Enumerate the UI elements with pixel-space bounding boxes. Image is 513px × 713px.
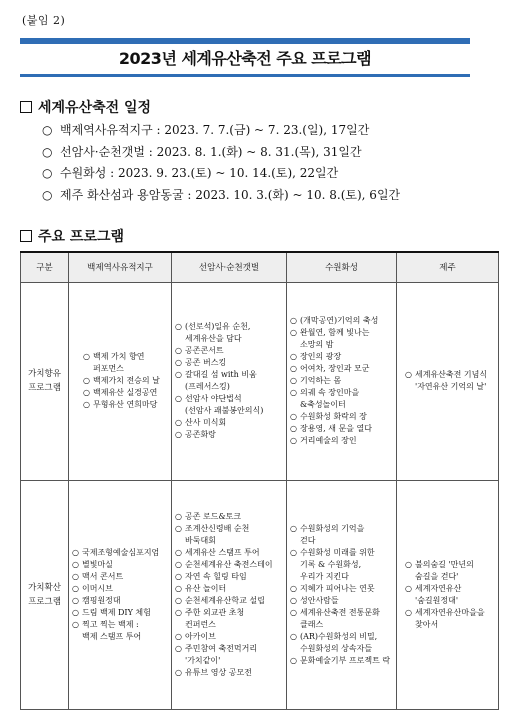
list-item [175,571,283,583]
program-text-line: 주민참여 축전먹거리 [185,643,258,653]
program-text-line: 백제 스탬프 투어 [82,631,142,641]
program-text-line: 조계산신령배 순천 [185,523,250,533]
circle-bullet-icon: ○ [175,631,182,641]
program-name [82,559,168,571]
list-item [175,595,283,607]
category-cell [21,480,69,709]
list-item [405,607,495,631]
list-item [175,321,283,345]
program-text-line: 찾아서 [415,619,439,629]
program-name [185,595,283,607]
program-name [300,363,393,375]
program-name [185,345,283,357]
circle-bullet-icon: ○ [175,571,182,581]
section-heading-schedule [20,97,151,117]
circle-bullet-icon: ○ [175,511,182,521]
program-text-line: 공존콘서트 [185,346,224,355]
list-item [72,607,168,619]
program-text-line: 백제가치 전승의 날 [93,376,160,385]
program-text-line: 선암사 야단법석 [185,394,242,403]
program-name [82,571,168,583]
program-list [175,321,283,441]
circle-bullet-icon: ○ [83,376,90,385]
list-item [72,595,168,607]
schedule-item [42,163,400,185]
list-item [290,375,393,387]
program-name [82,619,168,643]
program-text-line: 의궤 속 장인마을 [300,388,360,397]
program-name [300,411,393,423]
list-item [175,511,283,523]
program-text-line: 주한 외교관 초청 [185,607,245,617]
list-item [72,583,168,595]
circle-bullet-icon: ○ [290,631,297,641]
circle-bullet-icon: ○ [175,607,182,617]
circle-bullet-icon: ○ [290,583,297,593]
circle-bullet-icon: ○ [175,322,182,331]
list-item [290,423,393,435]
schedule-item [42,120,400,142]
program-list [72,547,168,643]
circle-bullet-icon: ○ [175,547,182,557]
program-text-line: &축성놀이터 [300,400,346,409]
program-text-line: 무형유산 연희마당 [93,400,158,409]
circle-bullet-icon: ○ [175,523,182,533]
program-text-line: 수원화성의 기억을 [300,523,365,533]
program-name [82,547,168,559]
circle-bullet-icon: ○ [72,571,79,581]
program-text-line: 거리예술의 장인 [300,436,357,445]
program-text-line: 유산 놀이터 [185,583,227,593]
schedule-text: 백제역사유적지구 : 2023. 7. 7.(금) ~ 7. 23.(일), 17일간 [60,123,370,137]
checkbox-square-icon [20,230,32,242]
program-text-line: '숨길원정대' [415,595,459,605]
schedule-text: 제주 화산섬과 용암동굴 : 2023. 10. 3.(화) ~ 10. 8.(토), 6일간 [60,187,401,202]
program-name [300,315,393,327]
list-item [290,435,393,447]
program-name [300,631,393,655]
circle-bullet-icon: ○ [290,364,297,373]
program-text-line: 공존 버스킹 [185,358,227,367]
program-text-line: 이머시브 [82,583,113,593]
program-text-line: 클래스 [300,619,324,629]
circle-bullet-icon: ○ [290,424,297,433]
program-name [185,369,283,393]
category-text: 가치확산 [28,582,61,593]
column-header: 구분 [21,252,69,282]
list-item [290,583,393,595]
list-item [290,387,393,411]
program-name [185,321,283,345]
table-row [21,282,499,480]
program-text-line: 성안사람들 [300,595,339,605]
program-text-line: 별빛마실 [82,559,113,569]
program-text-line: 불의숨길 '만년의 [415,559,474,569]
program-name [300,655,393,667]
circle-bullet-icon: ○ [175,643,182,653]
list-item [405,559,495,583]
section-heading-text: 세계유산축전 일정 [38,100,152,116]
program-text-line: 유튜브 영상 공모전 [185,667,252,677]
program-text-line: 캠핑원정대 [82,595,121,605]
circle-bullet-icon: ○ [405,607,412,617]
circle-bullet-icon: ○ [290,328,297,337]
circle-bullet-icon: ○ [175,430,182,439]
circle-bullet-icon: ○ [175,418,182,427]
category-text: 프로그램 [28,383,61,393]
list-item [83,351,168,375]
list-item [175,417,283,429]
list-item [175,667,283,679]
program-text-line: 세계유산축전 기념식 [415,370,488,379]
column-header: 백제역사유적지구 [69,252,172,282]
program-text-line: 지혜가 피어나는 연못 [300,583,375,593]
list-item [290,631,393,655]
program-name [185,511,283,523]
list-item [290,411,393,423]
schedule-text: 선암사·순천갯벌 : 2023. 8. 1.(화) ~ 8. 31.(목), 31일간 [60,144,362,159]
program-text-line: 수원화성 미래를 위한 [300,547,375,557]
circle-bullet-icon: ○ [290,376,297,385]
program-text-line: 기록 & 수원화성, [300,559,362,569]
circle-bullet-icon: ○ [290,412,297,421]
circle-bullet-icon: ○ [405,583,412,593]
program-cell [69,282,172,480]
program-name [185,417,283,429]
table-header-row [21,252,499,282]
circle-bullet-icon: ○ [83,352,90,361]
program-name [300,423,393,435]
program-text-line: 세계유산축전 전통문화 [300,607,380,617]
program-name [415,583,495,607]
program-text-line: 세계자연유산마을을 [415,607,485,617]
program-text-line: (개막공연)기억의 축성 [300,316,379,325]
program-text-line: 수원화성 화락의 장 [300,412,367,421]
program-text-line: (AR)수원화성의 비밀, [300,631,378,641]
program-text-line: 순천세계유산 축전스테이 [185,559,273,569]
program-list [290,523,393,667]
page-title: 2023년 세계유산축전 주요 프로그램 [118,49,372,68]
program-name [185,547,283,559]
list-item [290,523,393,547]
program-name [93,387,168,399]
program-text-line: 백제유산 실경공연 [93,388,158,397]
schedule-item [42,185,400,207]
program-text-line: 갈대길 섬 with 비움 [185,370,257,379]
circle-bullet-icon: ○ [175,346,182,355]
program-text-line: 수원화성의 상속자들 [300,643,373,653]
checkbox-square-icon [20,101,32,113]
list-item [72,619,168,643]
program-text-line: 공존 로드&토크 [185,511,242,521]
circle-bullet-icon: ○ [290,547,297,557]
program-name [300,607,393,631]
program-list [175,511,283,679]
circle-bullet-icon: ○ [42,166,53,180]
program-name [93,375,168,387]
program-cell [172,282,287,480]
program-text-line: 공존화랑 [185,430,216,439]
circle-bullet-icon: ○ [175,370,182,379]
list-item [290,327,393,351]
program-name [93,351,168,375]
column-header: 수원화성 [287,252,397,282]
title-bottom-rule [20,74,470,77]
circle-bullet-icon: ○ [42,144,53,159]
program-text-line: (선암사 괘불봉안의식) [185,406,264,415]
circle-bullet-icon: ○ [405,559,412,569]
program-text-line: 바둑대회 [185,535,216,545]
program-text-line: 문화예술기부 프로젝트 락 [300,655,391,665]
circle-bullet-icon: ○ [72,607,79,617]
column-header: 제주 [397,252,499,282]
program-name [300,547,393,583]
program-name [300,387,393,411]
program-cell [69,480,172,709]
list-item [175,369,283,393]
list-item [405,369,495,393]
program-name [300,583,393,595]
program-text-line: 퍼포먼스 [93,364,124,373]
program-name [82,607,168,619]
program-name [300,595,393,607]
program-cell [397,282,499,480]
list-item [175,583,283,595]
list-item [290,595,393,607]
list-item [175,393,283,417]
circle-bullet-icon: ○ [175,559,182,569]
program-list [405,559,495,631]
program-text-line: 우리가 지킨다 [300,571,349,581]
schedule-item [42,142,400,164]
list-item [175,357,283,369]
program-name [300,375,393,387]
program-name [82,595,168,607]
circle-bullet-icon: ○ [72,619,79,629]
program-name [93,399,168,411]
program-text-line: 기억하는 몸 [300,376,342,385]
program-text-line: 장용영, 새 문을 열다 [300,424,372,433]
circle-bullet-icon: ○ [42,123,53,137]
program-name [415,607,495,631]
list-item [72,547,168,559]
circle-bullet-icon: ○ [72,547,79,557]
table-row [21,480,499,709]
list-item [290,363,393,375]
program-text-line: 산사 미식회 [185,418,227,427]
program-name [185,607,283,631]
list-item [175,345,283,357]
program-name [415,559,495,583]
program-list [405,369,495,393]
program-text-line: '가치같이' [185,655,221,665]
category-cell [21,282,69,480]
program-text-line: 세계유산을 담다 [185,334,242,343]
section-heading-text: 주요 프로그램 [38,229,125,245]
schedule-list [42,120,400,206]
circle-bullet-icon: ○ [290,607,297,617]
program-name [185,559,283,571]
circle-bullet-icon: ○ [290,316,297,325]
list-item [72,559,168,571]
circle-bullet-icon: ○ [175,394,182,403]
circle-bullet-icon: ○ [175,583,182,593]
list-item [405,583,495,607]
program-name [185,523,283,547]
program-cell [397,480,499,709]
program-text-line: 자연 속 힐링 타임 [185,571,247,581]
program-text-line: 걷다 [300,535,316,545]
program-text-line: 숨길을 걷다' [415,571,459,581]
program-name [185,667,283,679]
program-text-line: 어여차, 장인과 모군 [300,364,370,373]
program-list [83,351,168,411]
program-text-line: 국제조형예술심포지엄 [82,547,160,557]
list-item [72,571,168,583]
program-text-line: 순천세계유산학교 설립 [185,595,265,605]
program-name [300,523,393,547]
program-text-line: (프레서스킹) [185,382,230,391]
program-cell [287,282,397,480]
program-text-line: 완월연, 함께 빛나는 [300,328,370,337]
list-item [175,559,283,571]
program-text-line: 맥서 콘서트 [82,571,124,581]
circle-bullet-icon: ○ [290,388,297,397]
circle-bullet-icon: ○ [290,352,297,361]
list-item [175,429,283,441]
program-name [185,357,283,369]
program-text-line: 세계유산 스탬프 투어 [185,547,260,557]
category-text: 가치향유 [28,369,61,379]
program-name [185,393,283,417]
program-cell [287,480,397,709]
schedule-text: 수원화성 : 2023. 9. 23.(토) ~ 10. 14.(토), 22일간 [60,166,339,180]
program-text-line: (선로석)일유 순천, [185,322,251,331]
circle-bullet-icon: ○ [175,595,182,605]
program-text-line: 세계자연유산 [415,583,462,593]
circle-bullet-icon: ○ [72,559,79,569]
list-item [175,547,283,559]
program-text-line: 찍고 찍는 백제 : [82,619,139,629]
circle-bullet-icon: ○ [290,436,297,445]
column-header: 선암사·순천갯벌 [172,252,287,282]
program-text-line: 장인의 광장 [300,352,342,361]
circle-bullet-icon: ○ [83,388,90,397]
circle-bullet-icon: ○ [175,358,182,367]
program-name [185,583,283,595]
program-list [290,315,393,447]
circle-bullet-icon: ○ [290,655,297,665]
list-item [290,607,393,631]
program-text-line: 드림 백제 DIY 체험 [82,607,151,617]
program-table [20,251,499,710]
circle-bullet-icon: ○ [405,370,412,379]
program-name [185,631,283,643]
program-name [415,369,495,393]
title-banner [20,38,470,77]
list-item [83,375,168,387]
list-item [290,315,393,327]
list-item [83,387,168,399]
program-text-line: '자연유산 기억의 날' [415,382,487,391]
circle-bullet-icon: ○ [72,583,79,593]
program-name [185,571,283,583]
circle-bullet-icon: ○ [72,595,79,605]
list-item [290,655,393,667]
program-name [300,351,393,363]
program-text-line: 소망의 밤 [300,340,334,349]
program-text-line: 아카이브 [185,631,216,641]
program-name [300,435,393,447]
attachment-label: (붙임 2) [22,14,66,27]
program-text-line: 백제 가치 향연 [93,352,145,361]
circle-bullet-icon: ○ [290,523,297,533]
program-name [185,429,283,441]
program-name [82,583,168,595]
program-name [185,643,283,667]
program-name [300,327,393,351]
program-text-line: 컨퍼런스 [185,619,216,629]
list-item [175,643,283,667]
circle-bullet-icon: ○ [175,667,182,677]
list-item [290,547,393,583]
circle-bullet-icon: ○ [83,400,90,409]
circle-bullet-icon: ○ [290,595,297,605]
list-item [83,399,168,411]
program-cell [172,480,287,709]
category-text: 프로그램 [28,596,61,607]
circle-bullet-icon: ○ [42,187,53,202]
list-item [175,631,283,643]
list-item [175,607,283,631]
section-heading-programs [20,226,124,246]
list-item [175,523,283,547]
list-item [290,351,393,363]
